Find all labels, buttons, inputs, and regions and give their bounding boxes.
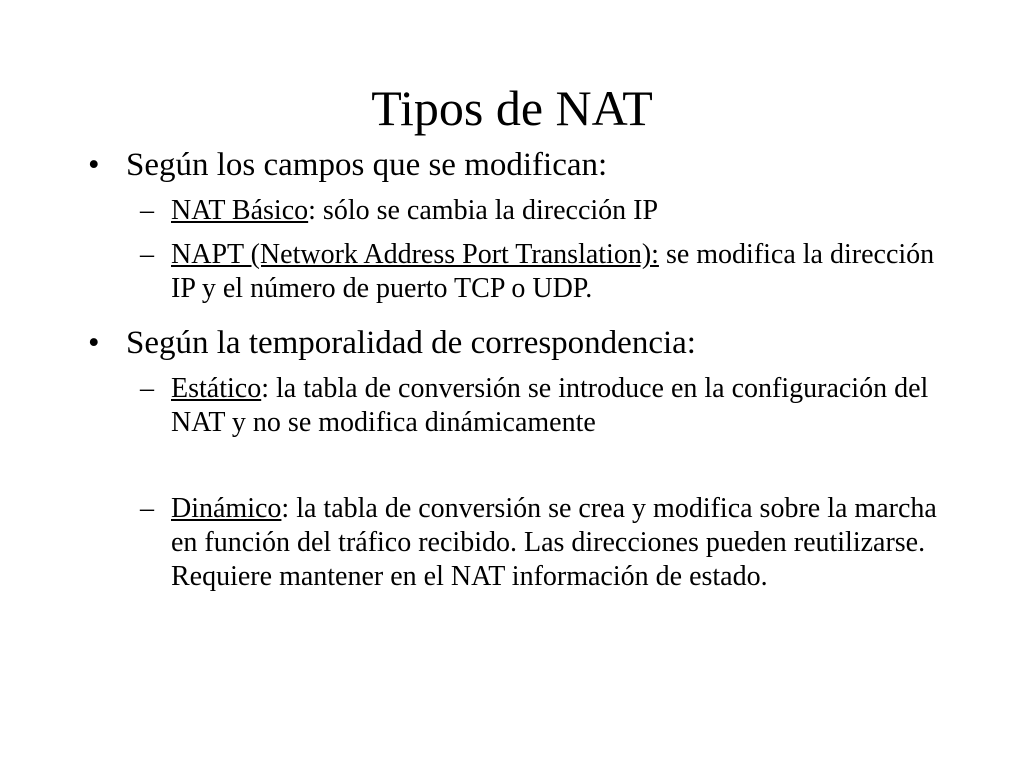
term-napt: NAPT (Network Address Port Translation):	[171, 239, 659, 270]
term-dinamico: Dinámico	[171, 493, 282, 524]
description-dinamico: : la tabla de conversión se crea y modifica sobre la marcha en función del tráfico recibido. Las direcciones pueden reutilizarse. Requiere mantener en el NAT información de estado.	[171, 493, 937, 592]
sub-bullet-nat-basico	[140, 194, 950, 228]
section-heading-temporality: Según la temporalidad de correspondencia:	[126, 325, 696, 361]
bullet-icon: •	[88, 147, 100, 183]
dash-icon: –	[140, 239, 154, 270]
slide-title: Tipos de NAT	[371, 80, 653, 136]
sub-bullet-text	[171, 372, 950, 440]
sub-bullet-text	[171, 194, 950, 228]
sub-bullet-napt	[140, 238, 950, 306]
bullet-section-fields	[88, 146, 968, 184]
sub-bullet-dinamico	[140, 492, 950, 594]
sub-bullet-estatico	[140, 372, 950, 440]
dash-icon: –	[140, 195, 154, 226]
bullet-section-temporality	[88, 324, 968, 362]
bullet-icon: •	[88, 325, 100, 361]
dash-icon: –	[140, 493, 154, 524]
sub-bullet-text	[171, 492, 950, 594]
description-napt: se modifica la dirección IP y el número de puerto TCP o UDP.	[171, 239, 935, 304]
description-nat-basico: : sólo se cambia la dirección IP	[308, 195, 659, 226]
dash-icon: –	[140, 373, 154, 404]
description-estatico: : la tabla de conversión se introduce en la configuración del NAT y no se modifica dinámicamente	[171, 373, 929, 438]
section-heading-fields: Según los campos que se modifican:	[126, 147, 608, 183]
sub-bullet-text	[171, 238, 950, 306]
term-nat-basico: NAT Básico	[171, 195, 309, 226]
term-estatico: Estático	[171, 373, 262, 404]
